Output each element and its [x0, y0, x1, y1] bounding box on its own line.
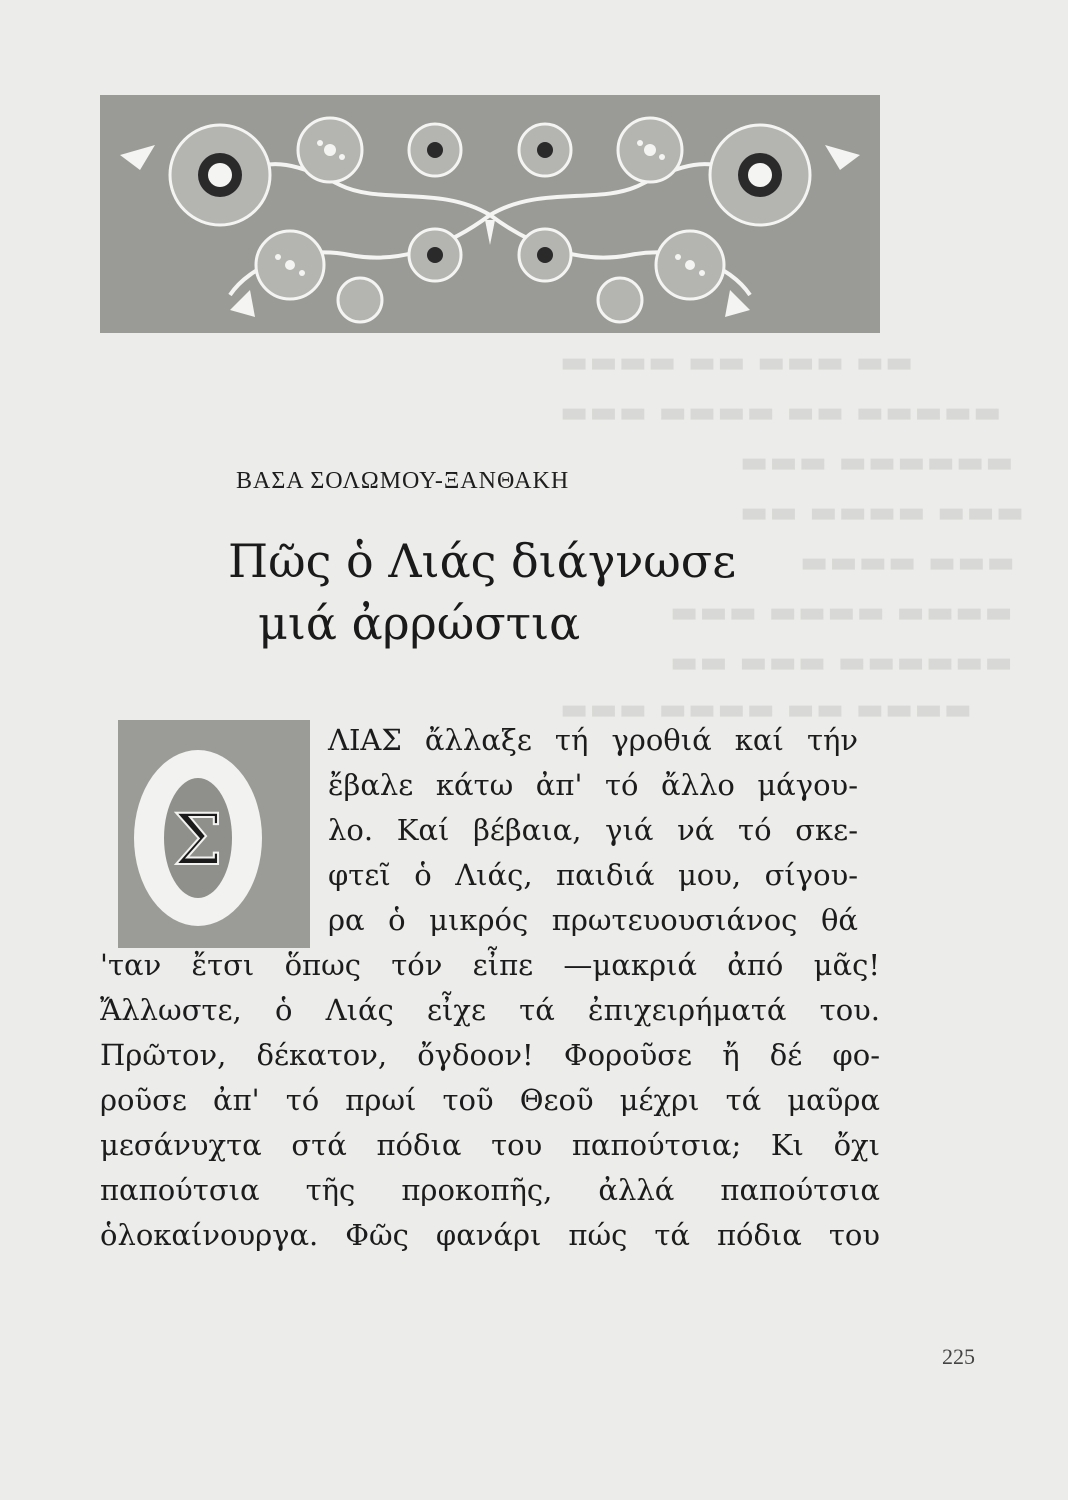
body-text-wrapped: [100, 718, 880, 943]
body-line: Πρῶτον, δέκατον, ὄγδοον! Φοροῦσε ἤ δέ φο-: [100, 1038, 880, 1072]
body-line: ροῦσε ἀπ' τό πρωί τοῦ Θεοῦ μέχρι τά μαῦρα: [100, 1083, 880, 1117]
body-line: Ἄλλωστε, ὁ Λιάς εἶχε τά ἐπιχειρήματά του.: [100, 993, 880, 1027]
body-line: παπούτσια τῆς προκοπῆς, ἀλλά παπούτσια: [100, 1173, 880, 1207]
floral-ornament-banner: [100, 95, 880, 333]
chapter-title: [228, 530, 788, 654]
svg-text:Σ: Σ: [173, 799, 223, 881]
floral-ornament-graphic: [100, 95, 880, 333]
author-name: ΒΑΣΑ ΣΟΛΩΜΟΥ-ΞΑΝΘΑΚΗ: [236, 468, 570, 494]
body-line: μεσάνυχτα στά πόδια του παπούτσια; Κι ὄχι: [100, 1128, 880, 1162]
body-line: ΛΙΑΣ ἄλλαξε τή γροθιά καί τήν: [328, 723, 858, 757]
title-line-2: μιά ἀρρώστια: [258, 596, 581, 650]
body-text-full: [100, 943, 880, 1258]
body-line: ἔβαλε κάτω ἀπ' τό ἄλλο μάγου-: [328, 768, 858, 802]
body-line: λο. Καί βέβαια, γιά νά τό σκε-: [328, 813, 858, 847]
page-number: 225: [942, 1344, 975, 1369]
title-line-1: Πῶς ὁ Λιάς διάγνωσε: [228, 534, 737, 588]
body-line: 'ταν ἔτσι ὅπως τόν εἶπε —μακριά ἀπό μᾶς!: [100, 948, 880, 982]
body-line: ρα ὁ μικρός πρωτευουσιάνος θά: [328, 903, 858, 937]
body-line: φτεῖ ὁ Λιάς, παιδιά μου, σίγου-: [328, 858, 858, 892]
body-line: ὁλοκαίνουργα. Φῶς φανάρι πώς τά πόδια του: [100, 1218, 880, 1252]
book-page: ▬▬▬▬ ▬▬ ▬▬▬ ▬▬ ▬▬▬ ▬▬▬▬ ▬▬ ▬▬▬▬▬ ▬▬▬ ▬▬▬▬▬▬ ▬▬ ▬▬▬▬ ▬▬▬ ▬▬▬▬ ▬▬▬ ▬▬▬ ▬▬▬▬ ▬▬▬▬ ▬▬ ▬▬▬ ▬▬▬▬▬▬ ▬▬▬ ▬▬▬▬ ▬▬ ▬▬▬▬ ΒΑΣΑ ΣΟΛΩΜΟΥ-ΞΑΝΘΑΚΗ Πῶς ὁ Λιάς διάγνωσε μιά ἀρρώστια Σ ΛΙΑΣ ἄλλαξε τή γροθιά καί τήν ἔβαλε κάτω ἀπ' τό ἄλλο μάγου- λο. Καί βέβαια, γιά νά τό σκε- φτεῖ ὁ Λιάς, παιδιά μου, σίγου- ρα ὁ μικρός πρωτευουσιάνος θά 'ταν ἔτσι ὅπως τόν εἶπε —μακριά ἀπό μᾶς! Ἄλλωστε, ὁ Λιάς εἶχε τά ἐπιχειρήματά του. Πρῶτον, δέκατον, ὄγδοον! Φοροῦσε ἤ δέ φο- ροῦσε ἀπ' τό πρωί τοῦ Θεοῦ μέχρι τά μαῦρα μεσάνυχτα στά πόδια του παπούτσια; Κι ὄχι παπούτσια τῆς προκοπῆς, ἀλλά παπούτσια ὁλοκαίνουργα. Φῶς φανάρι πώς τά πόδια του 225: [0, 0, 1068, 1500]
